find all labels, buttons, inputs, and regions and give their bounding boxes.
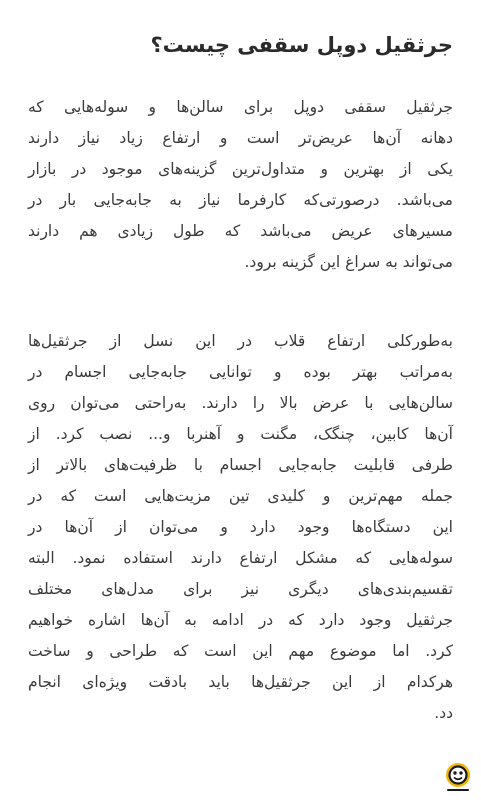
paragraph-2-line: این دستگاه‌ها وجود دارد و می‌توان از آن‌ها در bbox=[28, 518, 453, 536]
paragraph-2-line: هرکدام از این جرثقیل‌ها باید بادقت ویژه‌ای انجام bbox=[28, 673, 453, 691]
paragraph-1-line: می‌تواند به سراغ این گزینه برود. bbox=[244, 253, 453, 271]
paragraph-1-line: دهانه آن‌ها عریض‌تر است و ارتفاع زیاد نیاز دارند bbox=[28, 129, 453, 147]
article-title: جرثقیل دوپل سقفی چیست؟ bbox=[150, 33, 453, 57]
paragraph-2-line: سالن‌هایی با عرض بالا را دارند. به‌راحتی می‌توان روی bbox=[28, 394, 453, 412]
paragraph-2-line: به‌طورکلی ارتفاع قلاب در این نسل از جرثقیل‌ها bbox=[28, 332, 453, 350]
article-paragraph-2 bbox=[28, 326, 453, 729]
paragraph-2-line: کرد. اما موضوع مهم این است که طراحی و ساخت bbox=[28, 642, 453, 660]
paragraph-2-line: تقسیم‌بندی‌های دیگری نیز برای مدل‌های مختلف bbox=[28, 580, 453, 598]
paragraph-2-line: آن‌ها کابین، چنگک، مگنت و آهنربا و... نصب کرد. از bbox=[28, 425, 453, 443]
paragraph-2-line: طرفی قابلیت جابه‌جایی اجسام با ظرفیت‌های بالاتر از bbox=[28, 456, 453, 474]
paragraph-2-line: جمله مهم‌ترین و کلیدی تین مزیت‌هایی است که در bbox=[28, 487, 453, 505]
paragraph-2-line: به‌مراتب بهتر بوده و توانایی جابه‌جایی اجسام در bbox=[28, 363, 453, 381]
paragraph-1-line: جرثقیل سقفی دوپل برای سالن‌ها و سوله‌هایی که bbox=[28, 98, 453, 116]
paragraph-1-line: مسیرهای عریض می‌باشد که طول زیادی هم دارند bbox=[28, 222, 453, 240]
paragraph-2-line: سوله‌هایی که مشکل ارتفاع دارند استفاده نمود. البته bbox=[28, 549, 453, 567]
paragraph-2-line: جرثقیل وجود دارد که در ادامه به آن‌ها اشاره خواهیم bbox=[28, 611, 453, 629]
paragraph-1-line: یکی از بهترین و متداول‌ترین گزینه‌های موجود در بازار bbox=[28, 160, 453, 178]
site-logo-icon bbox=[441, 760, 475, 794]
paragraph-2-line: دد. bbox=[434, 704, 453, 722]
paragraph-1-line: می‌باشد. درصورتی‌که کارفرما نیاز به جابه‌جایی بار در bbox=[28, 191, 453, 209]
article-paragraph-1 bbox=[28, 92, 453, 278]
